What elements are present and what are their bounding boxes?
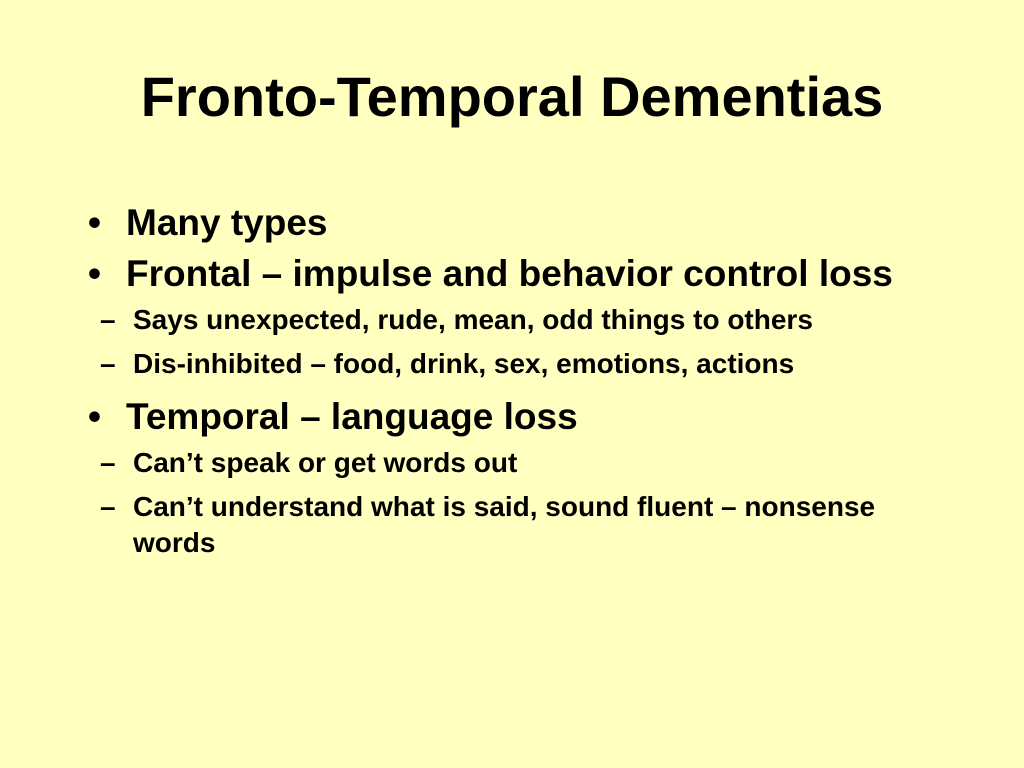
sub-list-temporal [88, 445, 948, 561]
bullet-item-temporal [88, 394, 948, 439]
bullet-item-many-types [88, 200, 948, 245]
bullet-text: Frontal – impulse and behavior control loss [126, 253, 893, 294]
dash-icon: – [100, 491, 116, 522]
sub-item-text: Says unexpected, rude, mean, odd things to others [133, 304, 813, 335]
bullet-text: Many types [126, 202, 328, 243]
sub-list-container [88, 302, 948, 382]
sub-item-dis-inhibited [88, 346, 948, 382]
slide-title: Fronto-Temporal Dementias [140, 65, 884, 128]
bullet-text: Temporal – language loss [126, 396, 578, 437]
bullet-icon: • [88, 396, 101, 437]
sub-item-cant-understand [88, 489, 948, 561]
sub-item-cant-speak [88, 445, 948, 481]
sub-item-says-unexpected [88, 302, 948, 338]
dash-icon: – [100, 304, 116, 335]
sub-item-text: Dis-inhibited – food, drink, sex, emotions, actions [133, 348, 795, 379]
sub-list-container [88, 445, 948, 561]
dash-icon: – [100, 348, 116, 379]
bullet-icon: • [88, 253, 101, 294]
bullet-icon: • [88, 202, 101, 243]
sub-item-text: Can’t understand what is said, sound fluent – nonsense words [133, 491, 876, 558]
bullet-item-frontal [88, 251, 948, 296]
dash-icon: – [100, 447, 116, 478]
sub-item-text: Can’t speak or get words out [133, 447, 518, 478]
bullet-list [88, 200, 948, 573]
sub-list-frontal [88, 302, 948, 382]
